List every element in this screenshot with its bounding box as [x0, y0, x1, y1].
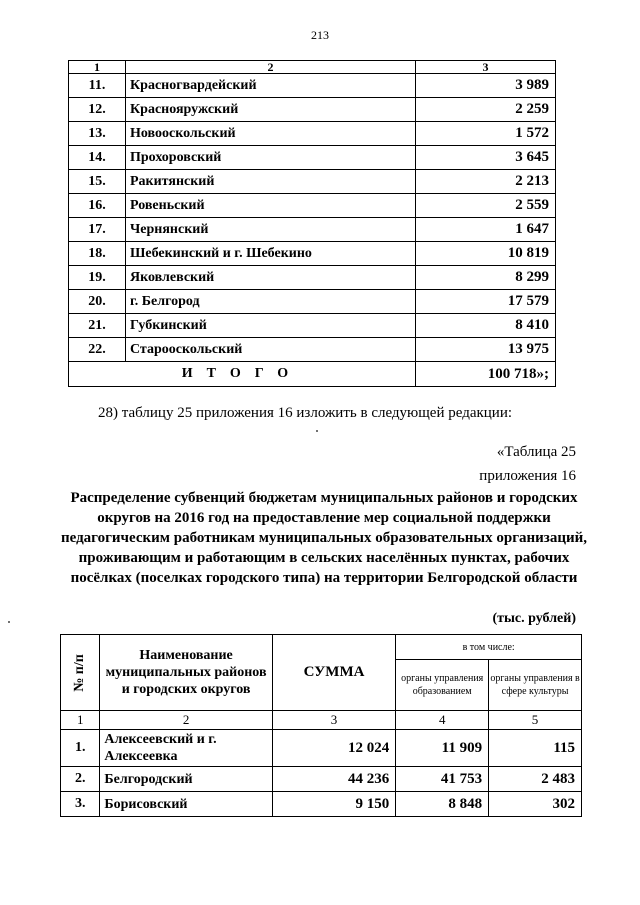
- table-row: [69, 242, 556, 266]
- table-row: [69, 74, 556, 98]
- table-row: [69, 122, 556, 146]
- header-education: органы управления образованием: [396, 660, 489, 711]
- table-row: [61, 767, 582, 792]
- column-number: 2: [126, 61, 416, 74]
- sum-value: 9 150: [272, 792, 395, 817]
- culture-value: 115: [489, 730, 582, 767]
- district-value: 1 647: [416, 218, 556, 242]
- column-number-row: [69, 61, 556, 74]
- row-number: 1.: [61, 730, 100, 767]
- column-number: 3: [272, 711, 395, 730]
- column-number: 3: [416, 61, 556, 74]
- header-name: Наименование муниципальных районов и городских округов: [100, 635, 272, 711]
- scan-speck: [8, 621, 10, 623]
- district-value: 17 579: [416, 290, 556, 314]
- district-name: г. Белгород: [126, 290, 416, 314]
- districts-table-continued: [68, 60, 556, 387]
- district-name: Ровеньский: [126, 194, 416, 218]
- district-name: Ракитянский: [126, 170, 416, 194]
- scan-speck: [316, 430, 318, 432]
- district-name: Алексеевский и г. Алексеевка: [100, 730, 272, 767]
- row-number: 21.: [69, 314, 126, 338]
- district-value: 3 645: [416, 146, 556, 170]
- row-number: 16.: [69, 194, 126, 218]
- table-row: [69, 218, 556, 242]
- row-number: 13.: [69, 122, 126, 146]
- column-number: 1: [61, 711, 100, 730]
- table-reference: [479, 440, 576, 488]
- district-value: 8 299: [416, 266, 556, 290]
- row-number: 2.: [61, 767, 100, 792]
- district-value: 3 989: [416, 74, 556, 98]
- sum-value: 44 236: [272, 767, 395, 792]
- column-number-row: [61, 711, 582, 730]
- row-number: 17.: [69, 218, 126, 242]
- total-value: 100 718»;: [416, 362, 556, 387]
- district-name: Чернянский: [126, 218, 416, 242]
- row-number: 12.: [69, 98, 126, 122]
- table-reference-line: «Таблица 25: [496, 444, 576, 460]
- header-sum: СУММА: [272, 635, 395, 711]
- district-value: 1 572: [416, 122, 556, 146]
- table-reference-line: приложения 16: [479, 468, 576, 484]
- district-value: 2 559: [416, 194, 556, 218]
- district-name: Старооскольский: [126, 338, 416, 362]
- table-row: [69, 338, 556, 362]
- culture-value: 302: [489, 792, 582, 817]
- table-row: [69, 146, 556, 170]
- table-title: Распределение субвенций бюджетам муниципальных районов и городских округов на 2016 год на предоставление мер социальной поддержки педагогическим работникам муниципальных образовательных организаций, проживающим и работающим в сельских населённых пунктах, рабочих посёлках (поселках городского типа) на территории Белгородской области: [60, 490, 588, 586]
- row-number: 3.: [61, 792, 100, 817]
- row-number: 15.: [69, 170, 126, 194]
- district-name: Яковлевский: [126, 266, 416, 290]
- district-name: Краснояружский: [126, 98, 416, 122]
- culture-value: 2 483: [489, 767, 582, 792]
- row-number: 11.: [69, 74, 126, 98]
- district-name: Прохоровский: [126, 146, 416, 170]
- table-row: [69, 266, 556, 290]
- district-value: 2 259: [416, 98, 556, 122]
- header-culture: органы управления в сфере культуры: [489, 660, 582, 711]
- total-label: ИТОГО: [69, 362, 416, 387]
- units-label: (тыс. рублей): [492, 611, 576, 626]
- column-number: 2: [100, 711, 272, 730]
- district-name: Шебекинский и г. Шебекино: [126, 242, 416, 266]
- education-value: 41 753: [396, 767, 489, 792]
- district-value: 2 213: [416, 170, 556, 194]
- table-row: [69, 170, 556, 194]
- district-name: Красногвардейский: [126, 74, 416, 98]
- row-number: 22.: [69, 338, 126, 362]
- table-row: [61, 730, 582, 767]
- row-number: 20.: [69, 290, 126, 314]
- header-row: [61, 635, 582, 660]
- header-number: № п/п: [72, 653, 88, 692]
- row-number: 19.: [69, 266, 126, 290]
- district-name: Белгородский: [100, 767, 272, 792]
- page-number: 213: [311, 28, 329, 42]
- district-value: 13 975: [416, 338, 556, 362]
- district-name: Новооскольский: [126, 122, 416, 146]
- table-row: [69, 290, 556, 314]
- total-row: [69, 362, 556, 387]
- district-name: Борисовский: [100, 792, 272, 817]
- district-value: 10 819: [416, 242, 556, 266]
- table-row: [61, 792, 582, 817]
- table-row: [69, 314, 556, 338]
- row-number: 14.: [69, 146, 126, 170]
- district-name: Губкинский: [126, 314, 416, 338]
- table-row: [69, 98, 556, 122]
- subventions-table: [60, 634, 582, 817]
- column-number: 1: [69, 61, 126, 74]
- sum-value: 12 024: [272, 730, 395, 767]
- column-number: 5: [489, 711, 582, 730]
- district-value: 8 410: [416, 314, 556, 338]
- header-including: в том числе:: [396, 635, 582, 660]
- column-number: 4: [396, 711, 489, 730]
- header-number-cell: [61, 635, 100, 711]
- education-value: 11 909: [396, 730, 489, 767]
- row-number: 18.: [69, 242, 126, 266]
- amendment-paragraph: 28) таблицу 25 приложения 16 изложить в следующей редакции:: [98, 405, 513, 421]
- education-value: 8 848: [396, 792, 489, 817]
- table-row: [69, 194, 556, 218]
